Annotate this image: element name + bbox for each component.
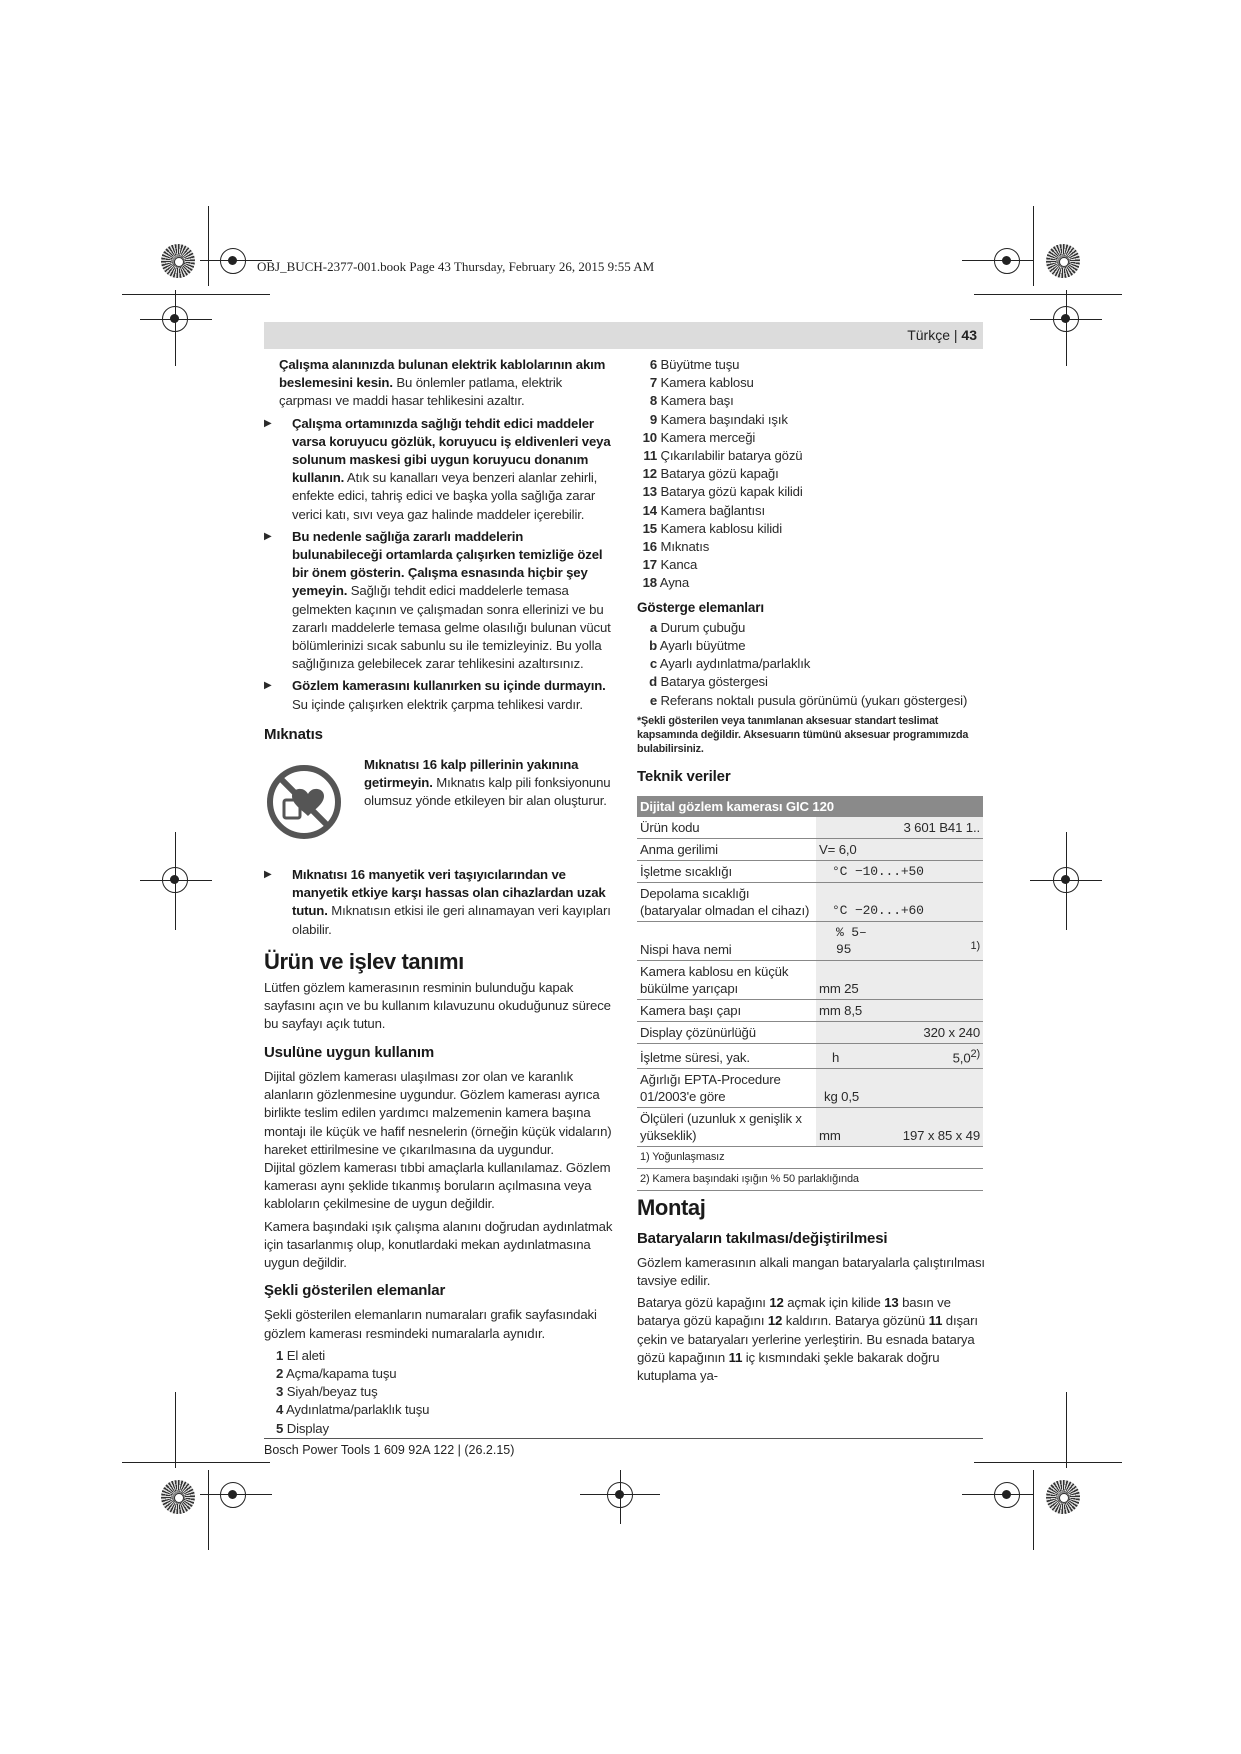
- registration-rosette-icon: [161, 244, 195, 278]
- list-item: 7 Kamera kablosu: [649, 375, 754, 391]
- component-list-left: [264, 1347, 614, 1438]
- page-number: 43: [961, 327, 977, 343]
- table-row: İşletme süresi, yak. h 5,0$^{2)}$: [637, 1044, 983, 1069]
- header-separator: |: [950, 327, 962, 343]
- page-header-text: [907, 327, 977, 343]
- paragraph-batarya-1: Gözlem kamerasının alkali mangan bataryalarla çalıştırılması tavsiye edilir.: [637, 1254, 985, 1289]
- paragraph-sekli: Şekli gösterilen elemanların numaraları grafik sayfasındaki gözlem kamerası resmindeki numaralarla aynıdır.: [264, 1307, 597, 1341]
- heading-miknatis: Mıknatıs: [264, 725, 323, 743]
- table-row: Nispi hava nemi % 5–95 $^{1)}$: [637, 922, 983, 961]
- table-row: [637, 1147, 983, 1169]
- list-item: 13 Batarya gözü kapak kilidi: [642, 484, 803, 500]
- list-item: 3 Siyah/beyaz tuş: [276, 1384, 378, 1400]
- footer-rule: [264, 1438, 983, 1439]
- list-item: 9 Kamera başındaki ışık: [649, 411, 788, 427]
- heading-teknik-veriler: Teknik veriler: [637, 767, 731, 785]
- table-row: Kamera başı çapı mm 8,5: [637, 1000, 983, 1022]
- list-item: 8 Kamera başı: [649, 393, 734, 409]
- table-row: Anma gerilimi V= 6,0: [637, 839, 983, 861]
- display-elements-list: [637, 619, 985, 710]
- paragraph-batarya-2: Batarya gözü kapağını 12 açmak için kilide 13 basın ve batarya gözü kapağını 12 kaldırın. Batarya gözünü 11 dışarı çekin ve bataryaları yerlerine yerleştirin. Bu esnada batarya gözü kapağının 11 iç kısmındaki şekle bakarak doğru kutuplama ya-: [637, 1295, 978, 1384]
- bullet-protective-gear: ▶ Çalışma ortamınızda sağlığı tehdit edici maddeler varsa koruyucu gözlük, koruyucu iş eldivenleri veya solunum maskesi gibi uygun koruyucu donanım kullanın. Atık su kanalları veya benzeri alanlar zehirli, enfekte edici, tahriş edici ve başka yolla sağlığa zarar verici katı, sıvı veya gaz halinde maddeler içerebilir.: [264, 415, 614, 524]
- table-row: Display çözünürlüğü 320 x 240: [637, 1022, 983, 1044]
- paragraph-power-cut: Çalışma alanınızda bulunan elektrik kablolarının akım beslemesini kesin. Bu önlemler patlama, elektrik çarpması ve maddi hasar tehlikesini azaltır.: [279, 357, 606, 409]
- bullet-magnetic-data: ▶ Mıknatısı 16 manyetik veri taşıyıcılarından ve manyetik etkiye karşı hassas olan cihazlardan uzak tutun. Mıknatısın etkisi ile geri alınamayan veri kayıpları olabilir.: [264, 866, 614, 939]
- list-item: 16 Mıknatıs: [642, 539, 710, 555]
- magnet-pacemaker-warning: Mıknatısı 16 kalp pillerinin yakınına getirmeyin. Mıknatıs kalp pili fonksiyonunu olumsuz yönde etkileyen bir alan oluşturur.: [364, 757, 611, 809]
- list-item: 6 Büyütme tuşu: [649, 357, 740, 372]
- table-row: İşletme sıcaklığı °C −10...+50: [637, 861, 983, 883]
- table-row: Ölçüleri (uzunluk x genişlik x yükseklik) mm 197 x 85 x 49: [637, 1108, 983, 1147]
- no-pacemaker-warning-icon: [266, 764, 342, 840]
- heading-urun-islev: Ürün ve işlev tanımı: [264, 948, 464, 974]
- left-column: [264, 356, 614, 1438]
- heading-batarya: Bataryaların takılması/değiştirilmesi: [637, 1229, 888, 1247]
- registration-rosette-icon: [161, 1480, 195, 1514]
- right-column: [637, 356, 985, 1385]
- accessory-note: *Şekli gösterilen veya tanımlanan aksesuar standart teslimat kapsamında değildir. Aksesuarın tümünü aksesuar programımızda bulabilirsiniz.: [637, 714, 969, 755]
- list-item: 18 Ayna: [642, 575, 690, 591]
- registration-rosette-icon: [1046, 1480, 1080, 1514]
- registration-target-icon: [220, 1482, 246, 1508]
- registration-target-icon: [994, 1482, 1020, 1508]
- header-language: Türkçe: [907, 327, 950, 343]
- heading-gosterge: Gösterge elemanları: [637, 599, 764, 615]
- list-item: d Batarya göstergesi: [649, 674, 768, 690]
- paragraph-usul-3: Kamera başındaki ışık çalışma alanını doğrudan aydınlatmak için tasarlanmış olup, konutlardaki mekan aydınlatmasına uygun değildir.: [264, 1218, 613, 1270]
- table-row: Ürün kodu 3 601 B41 1..: [637, 817, 983, 839]
- table-row: [637, 1169, 983, 1191]
- technical-data-table: [637, 796, 983, 1191]
- paragraph-usul-1: Dijital gözlem kamerası ulaşılması zor olan ve karanlık alanların gözlenmesine uygundur. Gözlem kamerası ayrıca birlikte teslim edilen yardımcı malzemenin kamera başına montajı ile küçük ve hafif nesnelerin (örneğin küçük vidaların) hareket ettirilmesine ve çıkarılmasına da uygundur.: [264, 1068, 612, 1157]
- component-list-right: [637, 356, 985, 593]
- page-header: [264, 322, 983, 349]
- table-header-row: [637, 796, 983, 817]
- list-item: 15 Kamera kablosu kilidi: [642, 520, 782, 536]
- list-item: 1 El aleti: [276, 1347, 326, 1363]
- list-item: 11 Çıkarılabilir batarya gözü: [643, 448, 803, 464]
- list-item: 12 Batarya gözü kapağı: [642, 466, 779, 482]
- table-title: Dijital gözlem kamerası GIC 120: [637, 796, 983, 817]
- list-item: e Referans noktalı pusula görünümü (yukarı göstergesi): [649, 692, 968, 708]
- table-row: Depolama sıcaklığı (bataryalar olmadan el cihazı) °C −20...+60: [637, 883, 983, 922]
- page-footer: Bosch Power Tools 1 609 92A 122 | (26.2.15): [264, 1443, 515, 1457]
- registration-rosette-icon: [1046, 244, 1080, 278]
- table-footnote: 2) Kamera başındaki ışığın % 50 parlaklığında: [637, 1169, 983, 1191]
- bullet-hygiene: ▶ Bu nedenle sağlığa zararlı maddelerin bulunabileceği ortamlarda çalışırken temizliğe özel bir önem gösterin. Çalışma esnasında hiçbir şey yemeyin. Sağlığı tehdit edici maddelerle temasa gelmekten kaçının ve çalışmadan sonra ellerinizi ve bu zararlı maddelerle temasa gelme olasılığı bulunan vücut bölümlerinizi sıcak sabunlu su ile temizleyiniz. Bu yolla sağlığınıza gelebilecek zarar tehlikesini azaltırsınız.: [264, 528, 614, 674]
- registration-target-icon: [220, 248, 246, 274]
- registration-target-icon: [994, 248, 1020, 274]
- heading-sekli-gosterilen: Şekli gösterilen elemanlar: [264, 1282, 446, 1300]
- paragraph-urun: Lütfen gözlem kamerasının resminin bulunduğu kapak sayfasını açın ve bu kullanım kılavuzunu okuduğunuz sürece bu sayfayı açık tutun.: [264, 980, 611, 1032]
- magnet-warning-block: [264, 752, 614, 860]
- paragraph-usul-2: Dijital gözlem kamerası tıbbi amaçlarla kullanılamaz. Gözlem kamerası aynı şeklide tıkanmış boruların açılmasına veya kabloların çekilmesine de uygun değildir.: [264, 1159, 611, 1212]
- list-item: 4 Aydınlatma/parlaklık tuşu: [276, 1402, 430, 1418]
- heading-montaj: Montaj: [637, 1195, 706, 1221]
- list-item: 17 Kanca: [642, 557, 698, 573]
- book-info-line: OBJ_BUCH-2377-001.book Page 43 Thursday, February 26, 2015 9:55 AM: [257, 259, 655, 274]
- table-row: Ağırlığı EPTA-Procedure 01/2003'e göre kg 0,5: [637, 1069, 983, 1108]
- list-item: a Durum çubuğu: [649, 619, 746, 635]
- list-item: b Ayarlı büyütme: [649, 638, 746, 654]
- table-row: Kamera kablosu en küçük bükülme yarıçapı mm 25: [637, 961, 983, 1000]
- table-footnote: 1) Yoğunlaşmasız: [637, 1147, 983, 1169]
- list-item: c Ayarlı aydınlatma/parlaklık: [649, 656, 811, 672]
- list-item: 2 Açma/kapama tuşu: [276, 1365, 397, 1381]
- list-item: 5 Display: [276, 1420, 329, 1436]
- bullet-water: ▶ Gözlem kamerasını kullanırken su içinde durmayın. Su içinde çalışırken elektrik çarpma tehlikesi vardır.: [264, 677, 614, 713]
- list-item: 14 Kamera bağlantısı: [642, 502, 765, 518]
- list-item: 10 Kamera merceği: [642, 429, 756, 445]
- heading-usulune-uygun: Usulüne uygun kullanım: [264, 1043, 435, 1061]
